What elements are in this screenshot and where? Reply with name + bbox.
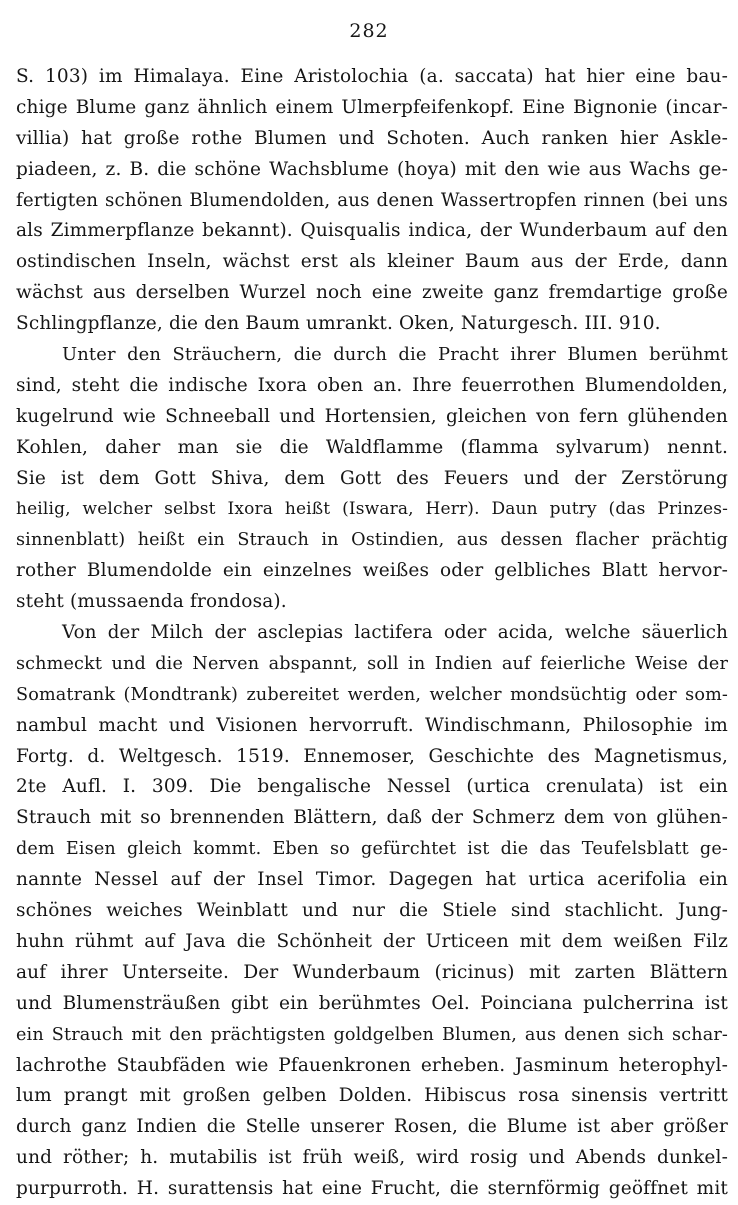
text-line: auf ihrer Unterseite. Der Wunderbaum (ricinus) mit zarten Blättern bbox=[16, 961, 728, 983]
text-line: Strauch mit so brennenden Blättern, daß der Schmerz dem von glühen- bbox=[16, 807, 728, 829]
text-line: heilig, welcher selbst Ixora heißt (Iswara, Herr). Daun putry (das Prinzes- bbox=[16, 499, 728, 520]
text-line: ein Strauch mit den prächtigsten goldgelben Blumen, aus denen sich schar- bbox=[16, 1024, 728, 1045]
body-text bbox=[16, 62, 728, 1205]
text-line: nambul macht und Visionen hervorruft. Windischmann, Philosophie im bbox=[16, 714, 728, 736]
text-line: sinnenblatt) heißt ein Strauch in Ostindien, aus dessen flacher prächtig bbox=[16, 530, 728, 551]
text-line: Somatrank (Mondtrank) zubereitet werden, welcher mondsüchtig oder som- bbox=[16, 684, 728, 705]
text-line-paragraph-start: Unter den Sträuchern, die durch die Pracht ihrer Blumen berühmt bbox=[62, 344, 728, 366]
page-number: 282 bbox=[349, 20, 389, 42]
text-line: und Blumensträußen gibt ein berühmtes Oel. Poinciana pulcherrina ist bbox=[16, 992, 728, 1014]
text-line: huhn rühmt auf Java die Schönheit der Urticeen mit dem weißen Filz bbox=[16, 930, 728, 952]
text-line: S. 103) im Himalaya. Eine Aristolochia (a. saccata) hat hier eine bau- bbox=[16, 66, 728, 87]
text-line: Kohlen, daher man sie die Waldflamme (flamma sylvarum) nennt. bbox=[16, 436, 728, 458]
text-line: fertigten schönen Blumendolden, aus denen Wassertropfen rinnen (bei uns bbox=[16, 189, 728, 211]
text-line: chige Blume ganz ähnlich einem Ulmerpfeifenkopf. Eine Bignonie (incar- bbox=[16, 96, 728, 118]
text-line-paragraph-start: Von der Milch der asclepias lactifera oder acida, welche säuerlich bbox=[62, 622, 728, 644]
text-line-paragraph-end: steht (mussaenda frondosa). bbox=[16, 591, 287, 613]
text-line: lum prangt mit großen gelben Dolden. Hibiscus rosa sinensis vertritt bbox=[16, 1085, 728, 1107]
text-line: villia) hat große rothe Blumen und Schoten. Auch ranken hier Askle- bbox=[16, 127, 728, 149]
text-line: schönes weiches Weinblatt und nur die Stiele sind stachlicht. Jung- bbox=[16, 900, 728, 922]
text-line: schmeckt und die Nerven abspannt, soll in Indien auf feierliche Weise der bbox=[16, 653, 728, 674]
text-line: piadeen, z. B. die schöne Wachsblume (hoya) mit den wie aus Wachs ge- bbox=[16, 158, 728, 180]
text-line: rother Blumendolde ein einzelnes weißes oder gelbliches Blatt hervor- bbox=[16, 560, 728, 582]
text-line: purpurroth. H. surattensis hat eine Frucht, die sternförmig geöffnet mit bbox=[16, 1178, 728, 1200]
text-line: lachrothe Staubfäden wie Pfauenkronen erheben. Jasminum heterophyl- bbox=[16, 1054, 728, 1076]
text-line: Sie ist dem Gott Shiva, dem Gott des Feuers und der Zerstörung bbox=[16, 467, 728, 489]
text-line: und röther; h. mutabilis ist früh weiß, wird rosig und Abends dunkel- bbox=[16, 1147, 728, 1169]
text-line-paragraph-end: Schlingpflanze, die den Baum umrankt. Oken, Naturgesch. III. 910. bbox=[16, 313, 661, 335]
text-line: wächst aus derselben Wurzel noch eine zweite ganz fremdartige große bbox=[16, 282, 728, 304]
text-line: sind, steht die indische Ixora oben an. Ihre feuerrothen Blumendolden, bbox=[16, 374, 728, 396]
text-line: 2te Aufl. I. 309. Die bengalische Nessel (urtica crenulata) ist ein bbox=[16, 776, 728, 798]
text-line: als Zimmerpflanze bekannt). Quisqualis indica, der Wunderbaum auf den bbox=[16, 220, 728, 242]
text-line: durch ganz Indien die Stelle unserer Rosen, die Blume ist aber größer bbox=[16, 1116, 728, 1138]
text-line: dem Eisen gleich kommt. Eben so gefürchtet ist die das Teufelsblatt ge- bbox=[16, 839, 728, 860]
text-line: ostindischen Inseln, wächst erst als kleiner Baum aus der Erde, dann bbox=[16, 251, 728, 273]
text-line: Fortg. d. Weltgesch. 1519. Ennemoser, Geschichte des Magnetismus, bbox=[16, 745, 728, 767]
text-line: nannte Nessel auf der Insel Timor. Dagegen hat urtica acerifolia ein bbox=[16, 869, 728, 891]
text-line: kugelrund wie Schneeball und Hortensien, gleichen von fern glühenden bbox=[16, 405, 728, 427]
